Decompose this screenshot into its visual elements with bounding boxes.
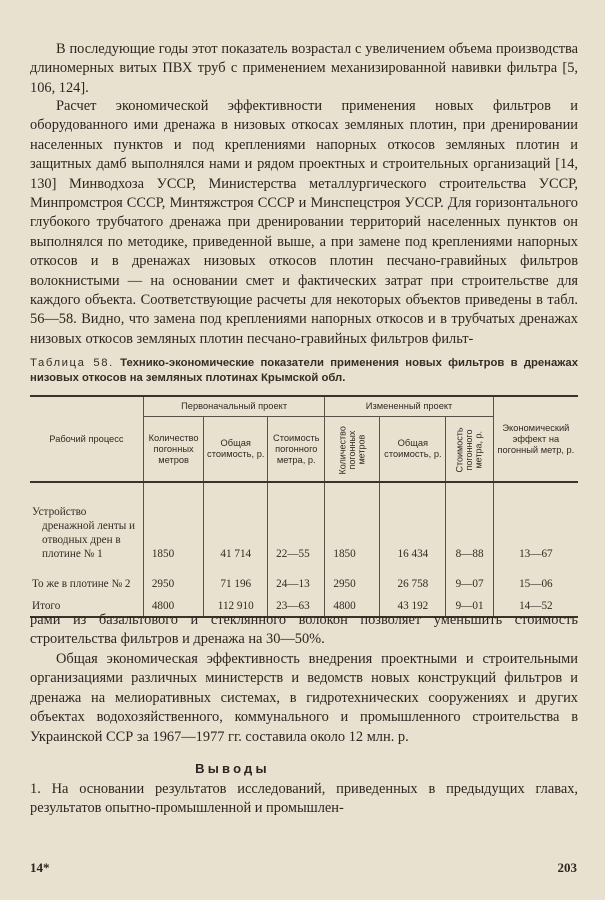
cell-qty: 4800 — [143, 591, 204, 617]
col-header-unit: Стоимость погонного метра, р. — [268, 417, 325, 483]
cell-unit-2: 8—88 — [446, 482, 493, 561]
col-group-initial: Первоначальный проект — [143, 396, 325, 417]
col-header-total-2: Общая стоимость, р. — [380, 417, 446, 483]
cell-total-2: 43 192 — [380, 591, 446, 617]
signature-mark: 14* — [30, 860, 50, 875]
cell-effect: 13—67 — [493, 482, 578, 561]
col-header-unit-vertical: Стоимость погонного метра, р. — [446, 417, 493, 483]
table-caption — [30, 356, 578, 385]
table-row — [30, 482, 578, 561]
table-caption-label: Таблица 58. — [30, 357, 114, 369]
cell-effect: 14—52 — [493, 591, 578, 617]
cell-qty: 2950 — [143, 561, 204, 591]
cell-unit: 24—13 — [268, 561, 325, 591]
col-header-qty-vertical: Количество погонных метров — [325, 417, 380, 483]
table-row — [30, 561, 578, 591]
cell-qty-2: 1850 — [325, 482, 380, 561]
paragraph-4: Общая экономическая эффективность внедрения проектными и строительными организациями различных министерств и ведомств новых конструкций фильтров и дренажа на мелиоративных системах, в гидротехнических сооружениях и других объектах водохозяйственного, коммунального и промышленного строительства в Украинской ССР за 1967—1977 гг. составила около 12 млн. р. — [30, 651, 578, 745]
row-process: Итого — [32, 600, 61, 612]
cell-unit: 23—63 — [268, 591, 325, 617]
economics-table — [30, 395, 578, 618]
paragraph-3: рами из базальтового и стеклянного волокон позволяет уменьшить стоимость строительства фильтров и дренажа на 30—50%. — [30, 612, 578, 648]
page-number: 203 — [557, 860, 577, 875]
col-group-changed: Измененный проект — [325, 396, 493, 417]
col-header-qty: Количество погонных метров — [143, 417, 204, 483]
cell-unit-2: 9—07 — [446, 561, 493, 591]
table-caption-text: Технико-экономические показатели применения новых фильтров в дренажах низовых откосов на земляных плотинах Крымской обл. — [30, 357, 578, 384]
cell-effect: 15—06 — [493, 561, 578, 591]
cell-total-2: 16 434 — [380, 482, 446, 561]
paragraph-2: Расчет экономической эффективности применения новых фильтров и оборудованного ими дренажа в низовых откосах земляных плотин, при дренировании населенных пунктов и под креплениями напорных откосов земляных плотин и защитных дамб выполнялся нами и рядом проектных и строительных организаций [14, 130] Минводхоза УССР, Министерства металлургического строительства УССР, Минпромстроя СССР, Минтяжстроя СССР и Минспецстроя УССР. Для горизонтального глубокого трубчатого дренажа при дренировании территорий населенных пунктов он выполнялся по методике, приведенной выше, а при замене под креплениями напорных откосов и в дренажах низовых откосов плотин песчано-гравийных фильтров волокнистыми — на основании смет и фактических затрат при строительстве для каждого объекта. Соответствующие расчеты для некоторых объектов приведены в табл. 56—58. Видно, что замена под креплениями напорных откосов и в трубчатых дренажах низовых откосов земляных плотин песчано-гравийных фильтров фильт- — [30, 98, 578, 347]
col-header-process: Рабочий процесс — [30, 396, 143, 482]
row-process: То же в плотине № 2 — [32, 578, 131, 590]
col-header-effect: Экономический эффект на погонный метр, р. — [493, 396, 578, 482]
cell-qty-2: 2950 — [325, 561, 380, 591]
cell-unit-2: 9—01 — [446, 591, 493, 617]
cell-qty: 1850 — [143, 482, 204, 561]
cell-total: 112 910 — [204, 591, 268, 617]
paragraph-5: 1. На основании результатов исследований, приведенных в предыдущих главах, результатов опытно-промышленной и промышлен- — [30, 781, 578, 817]
section-heading: Выводы — [195, 761, 270, 776]
cell-unit: 22—55 — [268, 482, 325, 561]
row-process: Устройство дренажной ленты и отводных дрен в плотине № 1 — [32, 506, 136, 560]
cell-total: 71 196 — [204, 561, 268, 591]
cell-total: 41 714 — [204, 482, 268, 561]
cell-total-2: 26 758 — [380, 561, 446, 591]
cell-qty-2: 4800 — [325, 591, 380, 617]
paragraph-1: В последующие годы этот показатель возрастал с увеличением объема производства длиномерных витых ПВХ труб с применением механизированной навивки фильтра [5, 106, 124]. — [30, 41, 578, 96]
col-header-total: Общая стоимость, р. — [204, 417, 268, 483]
